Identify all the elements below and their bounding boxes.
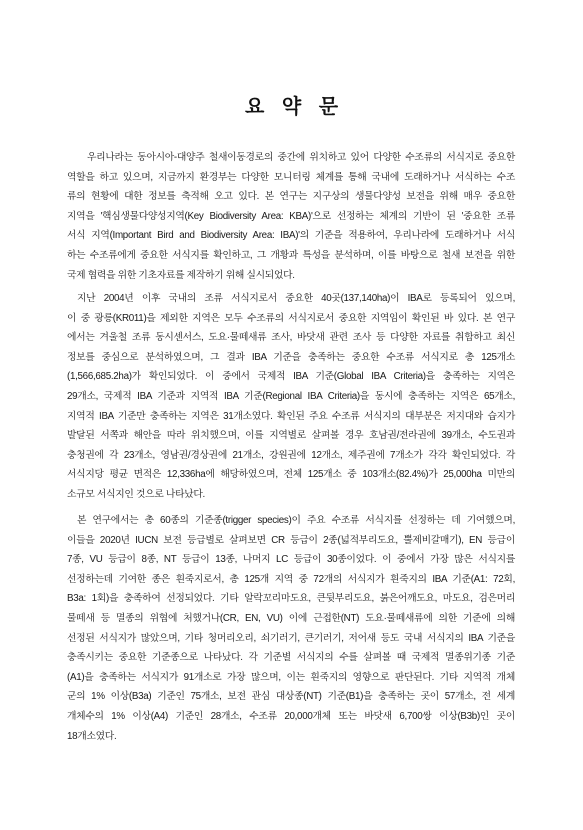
body-text-line: 18개소였다. [67,730,117,742]
body-text-line: 정보를 중심으로 분석하였으며, 그 결과 IBA 기준을 충족하는 중요한 수조류 서식지로 총 125개소 [67,351,515,363]
summary-paragraph-2 [67,289,515,505]
body-text-line: 충족시키는 중요한 기준종으로 나타났다. 각 기준별 서식지의 수를 살펴볼 때 국제적 멸종위기종 기준 [67,652,515,664]
body-text-line: (1,566,685.2ha)가 확인되었다. 이 중에서 국제적 IBA 기준(Global IBA Criteria)을 충족하는 지역은 [67,371,515,383]
body-text-line: 지난 2004년 이후 국내의 조류 서식지로서 중요한 40곳(137,140ha)이 IBA로 등록되어 있으며, [77,293,515,304]
body-text-line: (A1)을 충족하는 서식지가 91개소로 가장 많으며, 이는 흰죽지의 영향으로 판단된다. 기타 지역적 개체 [67,671,515,683]
body-text-line: 선정하는데 기여한 종은 흰죽지로서, 총 125개 지역 중 72개의 서식지가 흰죽지의 IBA 기준(A1: 72회, [67,573,515,585]
body-text-line: 소규모 서식지인 것으로 나타났다. [67,488,205,500]
body-text-line: 이들을 2020년 IUCN 보전 등급별로 살펴보면 CR 등급이 2종(넓적부리도요, 뿔제비갈매기), EN 등급이 [67,534,515,546]
body-text-line: 지역을 '핵심생물다양성지역(Key Biodiversity Area: KBA)'으로 선정하는 체계의 기반이 된 '중요한 조류 [67,210,515,222]
body-text-line: 에서는 겨울철 조류 동시센서스, 도요·물떼새류 조사, 바닷새 관련 조사 등 다양한 자료를 취합하고 최신 [67,332,515,344]
body-text-line: 충청권에 각 23개소, 영남권/경상권에 21개소, 강원권에 12개소, 제주권에 7개소가 각각 확인되었다. 각 [67,449,515,461]
body-text-line: 본 연구에서는 총 60종의 기준종(trigger species)이 주요 수조류 서식지를 선정하는 데 기여했으며, [77,515,515,526]
body-text-line: 서식지당 평균 면적은 12,336ha에 해당하였으며, 전체 125개소 중 103개소(82.4%)가 25,000ha 미만의 [67,469,515,481]
summary-paragraph-3 [67,511,515,746]
body-text-line: 군의 1% 이상(B3a) 기준인 75개소, 보전 관심 대상종(NT) 기준(B1)을 충족하는 곳이 57개소, 전 세계 [67,691,515,703]
body-text-line: 국제 협력을 위한 기초자료를 제작하기 위해 실시되었다. [67,269,295,281]
body-text-line: 서식 지역(Important Bird and Biodiversity Area: IBA)'의 기준을 적용하여, 우리나라에 도래하거나 서식 [67,230,515,242]
body-text-line: 하는 수조류에게 중요한 서식지를 확인하고, 그 개황과 특성을 분석하며, 이를 바탕으로 철새 보전을 위한 [67,249,515,261]
body-text-line: 류의 현황에 대한 정보를 축적해 오고 있다. 본 연구는 지구상의 생물다양성 보전을 위해 매우 중요한 [67,191,515,203]
page-title: 요 약 문 [244,96,345,118]
body-text-line: 7종, VU 등급이 8종, NT 등급이 13종, 나머지 LC 등급이 30종이었다. 이 중에서 가장 많은 서식지를 [67,554,515,566]
summary-paragraph-1 [67,148,515,285]
body-text-line: 지역적 IBA 기준만 충족하는 지역은 31개소였다. 확인된 주요 수조류 서식지의 대부분은 저지대와 습지가 [67,410,515,422]
body-text-line: 물떼새 등 멸종의 위협에 처했거나(CR, EN, VU) 이에 근접한(NT) 도요·물떼새류에 의한 기준에 의해 [67,612,515,624]
body-text-line: B3a: 1회)을 충족하여 선정되었다. 기타 알락꼬리마도요, 큰뒷부리도요, 붉은어깨도요, 마도요, 검은머리 [67,593,515,605]
body-text-line: 개체수의 1% 이상(A4) 기준인 28개소, 수조류 20,000개체 또는 바닷새 6,700쌍 이상(B3b)인 곳이 [67,710,515,722]
body-text-line: 이 중 광릉(KR011)을 제외한 지역은 모두 수조류의 서식지로서 중요한 지역임이 확인된 바 있다. 본 연구 [67,312,515,324]
body-text-line: 우리나라는 동아시아-대양주 철새이동경로의 중간에 위치하고 있어 다양한 수조류의 서식지로 중요한 [87,152,515,163]
body-text-line: 선정된 서식지가 많았으며, 기타 청머리오리, 쇠기러기, 큰기러기, 저어새 등도 국내 서식지의 IBA 기준을 [67,632,515,644]
body-text-line: 발달된 서쪽과 해안을 따라 위치했으며, 이를 지역별로 살펴볼 경우 호남권/전라권에 39개소, 수도권과 [67,430,515,442]
body-text-line: 역할을 하고 있으며, 지금까지 환경부는 다양한 모니터링 체계를 통해 국내에 도래하거나 서식하는 수조 [67,171,515,183]
body-text-line: 29개소, 국제적 IBA 기준과 지역적 IBA 기준(Regional IBA Criteria)을 동시에 충족하는 지역은 65개소, [67,390,515,402]
